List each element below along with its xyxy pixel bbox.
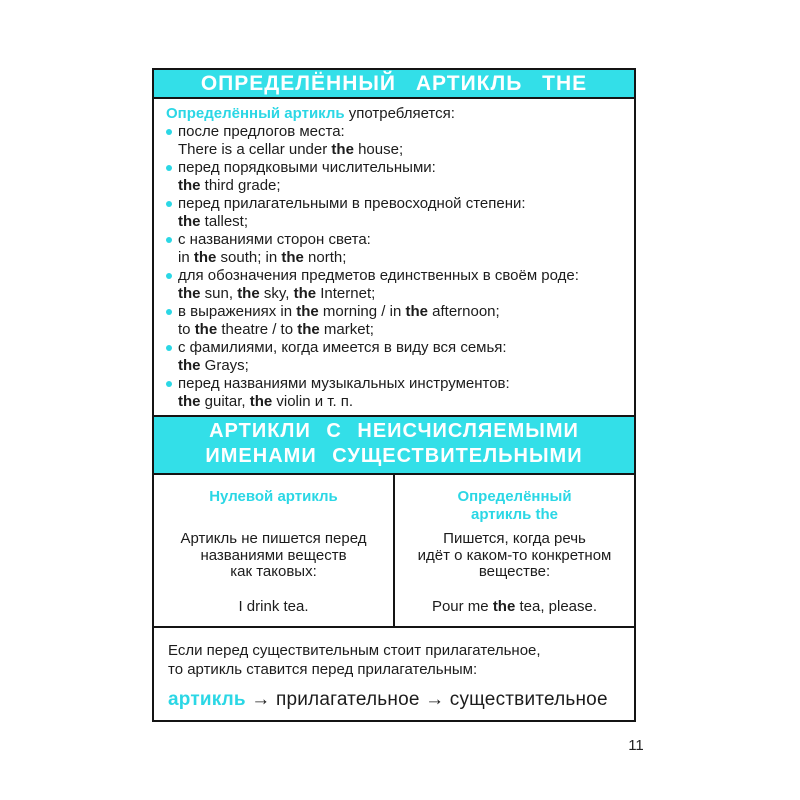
usage-bullet-line: in the south; in the north;	[178, 249, 347, 266]
zero-article-example: I drink tea.	[238, 597, 309, 615]
usage-bullet-line: с названиями сторон света:	[178, 231, 371, 248]
usage-bullet-line: to the theatre / to the market;	[178, 321, 374, 338]
adjective-rule-line2: то артикль ставится перед прилагательным:	[168, 661, 478, 678]
card-title: ОПРЕДЕЛЁННЫЙ АРТИКЛЬ THE	[154, 70, 634, 99]
usage-bullet-line: the guitar, the violin и т. п.	[178, 393, 354, 410]
usage-bullet-item	[166, 231, 622, 267]
uncountable-title-line1: АРТИКЛИ С НЕИСЧИСЛЯЕМЫМИ	[209, 420, 579, 442]
usage-bullet-line: the tallest;	[178, 213, 249, 230]
comparison-table	[154, 475, 634, 628]
usage-bullet-item	[166, 303, 622, 339]
usage-bullet-line: перед прилагательными в превосходной степени:	[178, 195, 526, 212]
rule-line: идёт о каком-то конкретном	[417, 546, 612, 564]
definite-article-example: Pour me the tea, please.	[431, 597, 598, 615]
usage-bullet-line: There is a cellar under the house;	[178, 141, 404, 158]
usage-bullet-line: the Grays;	[178, 357, 249, 374]
page-number: 11	[628, 737, 644, 754]
adjective-rule-line1: Если перед существительным стоит прилагательное,	[168, 642, 541, 659]
usage-section	[154, 99, 634, 415]
usage-bullet-line: the sun, the sky, the Internet;	[178, 285, 376, 302]
bullet-dot-icon	[166, 381, 172, 387]
heading-line: Определённый	[457, 488, 572, 505]
usage-bullet-item	[166, 159, 622, 195]
bullet-dot-icon	[166, 237, 172, 243]
usage-list	[166, 123, 622, 411]
rule-line: Артикль не пишется перед	[180, 530, 367, 547]
rule-line: веществе:	[478, 563, 551, 580]
zero-article-heading: Нулевой артикль	[209, 488, 338, 505]
uncountable-title-line2: ИМЕНАМИ СУЩЕСТВИТЕЛЬНЫМИ	[205, 445, 583, 467]
definite-article-rule	[395, 531, 634, 581]
uncountable-title	[154, 415, 634, 475]
usage-bullet-line: после предлогов места:	[178, 123, 345, 140]
zero-article-rule	[154, 531, 393, 581]
bullet-dot-icon	[166, 129, 172, 135]
usage-bullet-item	[166, 195, 622, 231]
word-order-formula: артикль → прилагательное → существительное	[168, 689, 608, 710]
grammar-card	[152, 68, 636, 722]
rule-line: Пишется, когда речь	[443, 530, 586, 547]
usage-bullet-line: с фамилиями, когда имеется в виду вся семья:	[178, 339, 507, 356]
definite-article-column	[395, 475, 634, 626]
definite-article-heading	[395, 475, 634, 531]
bullet-dot-icon	[166, 273, 172, 279]
zero-article-column	[154, 475, 395, 626]
usage-bullet-item	[166, 123, 622, 159]
usage-bullet-line: для обозначения предметов единственных в своём роде:	[178, 267, 579, 284]
usage-lead: Определённый артикль употребляется:	[166, 105, 455, 122]
usage-bullet-line: перед названиями музыкальных инструментов:	[178, 375, 510, 392]
usage-bullet-line: the third grade;	[178, 177, 281, 194]
bullet-dot-icon	[166, 345, 172, 351]
usage-bullet-item	[166, 339, 622, 375]
heading-line: артикль the	[471, 506, 558, 523]
bullet-dot-icon	[166, 201, 172, 207]
usage-bullet-item	[166, 375, 622, 411]
bullet-dot-icon	[166, 309, 172, 315]
usage-bullet-item	[166, 267, 622, 303]
usage-bullet-line: в выражениях in the morning / in the afternoon;	[178, 303, 500, 320]
adjective-rule-section	[154, 628, 634, 720]
rule-line: как таковых:	[230, 563, 317, 580]
usage-bullet-line: перед порядковыми числительными:	[178, 159, 436, 176]
bullet-dot-icon	[166, 165, 172, 171]
rule-line: названиями веществ	[200, 546, 347, 564]
